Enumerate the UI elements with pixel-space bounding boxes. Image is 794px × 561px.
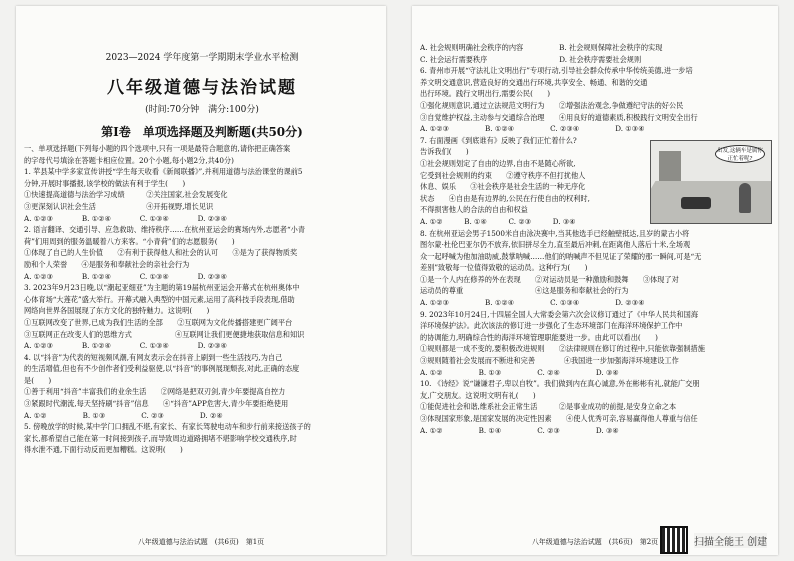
text-line: ①善于利用“抖音”丰富我们的业余生活 ②网络是把双刃剑,青少年要提高自控力 — [24, 387, 286, 397]
text-line: 分钟,开展时事播报,该学校的做法有利于学生( ) — [24, 178, 186, 188]
cartoon-person — [739, 183, 751, 213]
text-line: 众一起呼喊为他加油助威,鼓掌呐喊……他们的呐喊声不但见证了荣耀的那一瞬间,可是“无 — [420, 251, 702, 261]
text-line: A. ①② B. ①③ C. ②③ D. ②④ — [24, 410, 223, 420]
part-title: 第Ⅰ卷 单项选择题及判断题(共50分) — [101, 125, 303, 139]
cartoon-speech-bubble: 出发,这辆车是属你正忙着呢? — [715, 145, 765, 163]
text-line: 出行环境。践行文明出行,需要公民( ) — [420, 89, 551, 99]
text-line: 得水泄不通,下面行动反而更加糟糕。这说明( ) — [24, 445, 183, 455]
text-line: 网络向世界各国展现了东方文化的独特魅力。这说明( ) — [24, 306, 210, 316]
cartoon-car — [681, 197, 711, 209]
text-line: ③自觉维护权益,主动参与交通综合治理 ④用良好的道德素质,积极践行文明安全出行 — [420, 112, 698, 122]
text-line: ①互联网改变了世界,已成为我们生活的全部 ②互联网为文化传播搭建更广阔平台 — [24, 317, 293, 327]
text-line: 9. 2023年10月24日,十四届全国人大常委会第六次会议修订通过了《中华人民共和国海 — [420, 309, 699, 319]
exam-page-right — [412, 6, 778, 555]
text-line: A. 社会规则明确社会秩序的内容 B. 社会规则保障社会秩序的实现 — [420, 43, 663, 52]
qr-code-icon — [660, 526, 688, 554]
cartoon-road — [650, 181, 772, 224]
text-line: 6. 青州市开展“守法礼让文明出行”专项行动,引导社会群众传承中华传统美德,进一步培 — [420, 66, 693, 76]
text-line: 状态 ④自由是有边界的,公民在行使自由的权利时, — [420, 193, 590, 203]
text-line: 的字母代号填涂在答题卡相应位置。20个小题,每小题2分,共40分) — [24, 155, 234, 165]
cartoon-illustration — [650, 140, 772, 224]
text-line: ①快速提高道德与法治学习成绩 ②关注国家,社会发展变化 — [24, 190, 228, 200]
text-line: ③更深刻认识社会生活 ④开拓视野,增长见识 — [24, 201, 214, 211]
text-line: 3. 2023年9月23日晚,以“潮起亚细亚”为主题的第19届杭州亚运会开幕式在杭州奥体中 — [24, 283, 300, 293]
text-line: 5. 傍晚放学的时候,某中学门口拥乱不堪,有家长、有家长驾驶电动车和步行前来接送孩子的 — [24, 422, 311, 432]
text-line: A. ①② B. ①③ C. ②④ D. ③④ — [420, 367, 619, 377]
page-footer-right: 八年级道德与法治试题 (共6页) 第2页 — [531, 538, 659, 546]
text-line: A. ①② B. ①④ C. ②③ D. ③④ — [420, 216, 576, 226]
cartoon-building — [659, 151, 681, 181]
question-block-left — [24, 143, 380, 456]
text-line: 差别”致敬每一位值得致敬的运动员。这种行为( ) — [420, 263, 588, 273]
text-line: ③互联网正在改变人们的思维方式 ④互联网让我们更便捷地获取信息和知识 — [24, 329, 305, 339]
text-line: 心体育场“大莲花”盛大举行。开幕式融入典型的中国元素,运用了高科技手段表现,借助 — [24, 294, 295, 304]
text-line: ①是一个人内在修养的外在表现 ②对运动员是一种激励和鼓舞 ③体现了对 — [420, 274, 679, 284]
text-line: 1. 苹县某中学多家宣传讲授“学生每天收看《新闻联播》”,并利用道德与法治课堂的课前5 — [24, 167, 303, 177]
text-line: A. ①②③ B. ①②④ C. ①③④ D. ②③④ — [24, 271, 228, 281]
text-line: ①规则都是一成不变的,要积极改进规则 ②法律规则在修订的过程中,只能依靠强制措施 — [420, 344, 705, 354]
text-line: 2. 语言翻译、交通引导、应急救助、维持秩序……在杭州亚运会的赛场内外,志愿者“小青 — [24, 225, 306, 235]
exam-header: 2023—2024 学年度第一学期期末学业水平检测 — [105, 53, 299, 63]
text-line: 洋环境保护法》。此次该法的修订进一步强化了生态环境部门在海洋环境保护工作中 — [420, 321, 683, 331]
text-line: 不得损害他人的合法的自由和权益 — [420, 205, 528, 215]
scanner-watermark: 扫描全能王 创建 — [694, 533, 767, 548]
text-line: ③体现国家形象,是国家发展的决定性因素 ④使人优秀可亲,容易赢得他人尊重与信任 — [420, 414, 698, 423]
text-line: A. ①②③ B. ①②④ C. ①③④ D. ②③④ — [24, 341, 228, 351]
page-footer-left: 八年级道德与法治试题 (共6页) 第1页 — [137, 538, 265, 546]
text-line: A. ①②③ B. ①②④ C. ②③④ D. ①③④ — [420, 124, 645, 134]
text-line: 4. 以“抖音”为代表的短视频风潮,有网友表示会在抖音上刷到一些生活技巧,为自己 — [24, 352, 283, 362]
text-line: ①体现了自己的人生价值 ②有利于获得他人和社会的认可 ③是为了获得物质奖 — [24, 248, 298, 258]
text-line: 励和个人荣誉 ④是服务和奉献社会的亲社会行为 — [24, 259, 190, 269]
text-line: ③规则随着社会发展而不断进和完善 ④我国进一步加强海洋环境建设工作 — [420, 356, 679, 366]
text-line: 家长,都希望自己能在第一时间接到孩子,而导致周边道路拥堵不堪影响学校交通秩序,时 — [24, 433, 297, 443]
text-line: 荷”们用周到的服务温暖着八方来客。“小青荷”们的志愿服务( ) — [24, 236, 235, 246]
text-line: 运动员的尊重 ④这是服务和奉献社会的行为 — [420, 286, 629, 296]
text-line: A. ①② B. ①④ C. ②③ D. ③④ — [420, 425, 619, 435]
text-line: C. 社会运行需要秩序 D. 社会秩序需要社会规则 — [420, 54, 642, 64]
text-line: A. ①②③ B. ①②④ C. ①③④ D. ②③④ — [24, 213, 228, 223]
text-line: 养文明交通意识,营造良好的交通出行环境,共享安全、畅通、和谐的交通 — [420, 77, 648, 87]
text-line: ①能促进社会和谐,维系社会正常生活 ②是事业成功的前提,是安身立命之本 — [420, 402, 677, 412]
text-line: 10. 《诗经》说“谦谦君子,卑以自牧”。我们做到内在真心诚意,外在彬彬有礼,就能广交朋 — [420, 379, 700, 389]
text-line: 7. 右面漫画《到底谁有》反映了我们正忙着什么? — [420, 135, 577, 145]
text-line: 一、单项选择题(下列每小题的四个选项中,只有一项是最符合题意的,请你把正确答案 — [24, 144, 291, 153]
text-line: ①社会规则划定了自由的边界,自由不是随心所欲, — [420, 158, 576, 168]
text-line: 的生活增值,但也有不少创作者们受利益驱使,以“抖音”的事例展现颓丧,对此,正确的态度 — [24, 364, 300, 374]
text-line: 休息、娱乐 ③社会秩序是社会生活的一种无序化 — [420, 182, 586, 192]
text-line: 它受到社会规则的约束 ②遵守秩序不但打扰他人 — [420, 170, 586, 180]
text-line: 友,广交朋友。这说明文明有礼( ) — [420, 390, 536, 400]
text-line: 告诉我们( ) — [420, 147, 469, 157]
text-line: ①强化规则意识,通过立法规范文明行为 ②增强法治观念,争做遵纪守法的好公民 — [420, 100, 684, 110]
text-line: 8. 在杭州亚运会男子1500米自由泳决赛中,当其他选手已经触壁抵达,且岁的蒙古小将 — [420, 228, 690, 238]
exam-page-left — [16, 6, 386, 555]
text-line: 图尔蒙·杜伦巴亚尔仍不放弃,依旧拼尽全力,直至最后冲刺,在距离他人落后十米,全场观 — [420, 240, 691, 250]
text-line: 是( ) — [24, 375, 52, 385]
text-line: 的协调能力,明确综合性的海洋环境管理职能要进一步。由此可以看出( ) — [420, 332, 658, 342]
text-line: ③紧跟时代潮流,每天坚持刷“抖音”信息 ④“抖音”APP危害大,青少年要拒绝使用 — [24, 399, 289, 409]
question-block-right — [420, 42, 772, 436]
exam-title: 八年级道德与法治试题 — [107, 78, 297, 98]
text-line: A. ①②③ B. ①②④ C. ①③④ D. ②③④ — [420, 298, 645, 308]
exam-subtitle: (时间:70分钟 满分:100分) — [145, 105, 259, 115]
